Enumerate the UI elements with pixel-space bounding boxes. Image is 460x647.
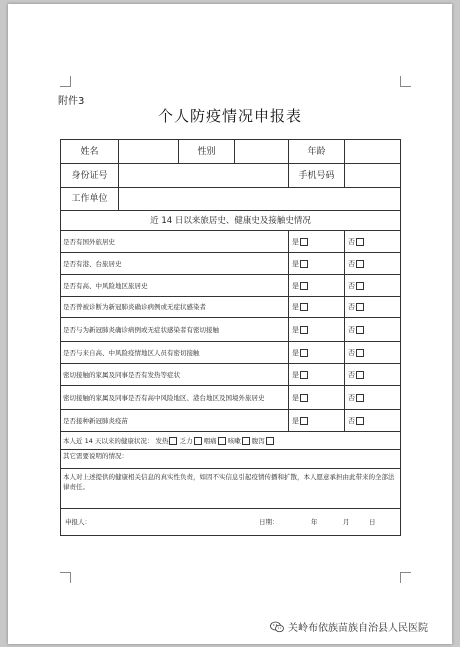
question-row — [61, 386, 401, 410]
yes-label: 是 — [292, 370, 299, 379]
question-row — [61, 410, 401, 432]
no-option[interactable] — [345, 275, 401, 297]
symptom-sore-throat: 咽痛 — [204, 437, 226, 445]
row-other — [61, 450, 401, 469]
health-status-label: 本人近 14 天以来的健康状况： — [63, 436, 154, 445]
yes-label: 是 — [292, 393, 299, 402]
no-checkbox[interactable] — [356, 371, 364, 379]
yes-option[interactable] — [289, 410, 345, 432]
question-text: 是否曾被诊断为新冠肺炎确诊病例或无症状感染者 — [61, 297, 289, 318]
no-checkbox[interactable] — [356, 417, 364, 425]
no-option[interactable] — [345, 253, 401, 275]
signature-cell — [61, 509, 401, 536]
phone-label: 手机号码 — [289, 164, 345, 188]
row-basic-info — [61, 140, 401, 164]
fatigue-checkbox[interactable] — [194, 437, 202, 445]
no-label: 否 — [348, 416, 355, 425]
declaration-form-table — [60, 139, 401, 536]
row-health-status — [61, 432, 401, 450]
no-label: 否 — [348, 303, 355, 311]
yes-checkbox[interactable] — [300, 326, 308, 334]
yes-option[interactable] — [289, 364, 345, 386]
crop-mark-bottom-right — [400, 572, 411, 583]
date-label: 日期： — [259, 518, 279, 526]
watermark-text: 关岭布依族苗族自治县人民医院 — [288, 623, 428, 634]
no-checkbox[interactable] — [356, 394, 364, 402]
sore-throat-checkbox[interactable] — [218, 437, 226, 445]
yes-checkbox[interactable] — [300, 260, 308, 268]
year-label: 年 — [311, 518, 318, 526]
yes-label: 是 — [292, 259, 299, 268]
question-text: 是否有高、中风险地区旅居史 — [61, 275, 289, 297]
declarant-label: 申报人： — [65, 518, 91, 526]
month-label: 月 — [343, 518, 350, 526]
yes-option[interactable] — [289, 297, 345, 318]
phone-field[interactable] — [345, 164, 401, 188]
no-label: 否 — [348, 325, 355, 334]
fever-checkbox[interactable] — [169, 437, 177, 445]
age-label: 年龄 — [289, 140, 345, 164]
question-row — [61, 318, 401, 342]
work-field[interactable] — [119, 188, 401, 211]
question-text: 是否有国外旅居史 — [61, 231, 289, 253]
yes-option[interactable] — [289, 231, 345, 253]
row-declaration — [61, 469, 401, 509]
attachment-label: 附件3 — [58, 96, 85, 107]
no-label: 否 — [348, 348, 355, 357]
yes-option[interactable] — [289, 275, 345, 297]
crop-mark-top-right — [400, 76, 411, 87]
yes-checkbox[interactable] — [300, 282, 308, 290]
yes-option[interactable] — [289, 253, 345, 275]
id-label: 身份证号 — [61, 164, 119, 188]
name-field[interactable] — [119, 140, 179, 164]
question-row — [61, 364, 401, 386]
question-text: 是否接种新冠肺炎疫苗 — [61, 410, 289, 432]
question-text: 是否与为新冠肺炎确诊病例或无症状感染者有密切接触 — [61, 318, 289, 342]
no-option[interactable] — [345, 386, 401, 410]
other-info-label: 其它需要说明的情况： — [63, 452, 128, 460]
crop-mark-bottom-left — [60, 572, 71, 583]
no-option[interactable] — [345, 297, 401, 318]
yes-checkbox[interactable] — [300, 417, 308, 425]
no-checkbox[interactable] — [356, 303, 364, 311]
symptom-fatigue: 乏力 — [180, 437, 202, 445]
yes-label: 是 — [292, 416, 299, 425]
no-option[interactable] — [345, 342, 401, 364]
gender-label: 性别 — [179, 140, 235, 164]
no-label: 否 — [348, 237, 355, 246]
id-field[interactable] — [119, 164, 289, 188]
no-option[interactable] — [345, 318, 401, 342]
question-row — [61, 342, 401, 364]
question-row — [61, 253, 401, 275]
question-row — [61, 297, 401, 318]
yes-checkbox[interactable] — [300, 349, 308, 357]
no-checkbox[interactable] — [356, 326, 364, 334]
no-label: 否 — [348, 370, 355, 379]
symptom-fever: 发热 — [155, 437, 177, 445]
diarrhea-checkbox[interactable] — [266, 437, 274, 445]
symptom-diarrhea: 腹泻 — [252, 437, 274, 445]
no-label: 否 — [348, 393, 355, 402]
no-option[interactable] — [345, 231, 401, 253]
symptom-cough: 咳嗽 — [228, 437, 250, 445]
yes-label: 是 — [292, 237, 299, 246]
no-checkbox[interactable] — [356, 238, 364, 246]
form-title: 个人防疫情况申报表 — [157, 107, 302, 125]
question-text: 是否与来自高、中风险疫情地区人员有密切接触 — [61, 342, 289, 364]
no-option[interactable] — [345, 410, 401, 432]
declaration-text: 本人对上述提供的健康相关信息的真实性负责，如因不实信息引起疫情传播和扩散，本人愿意承担由此带来的全部法律责任。 — [61, 469, 401, 509]
question-row — [61, 231, 401, 253]
cough-checkbox[interactable] — [242, 437, 250, 445]
crop-mark-top-left — [60, 76, 71, 87]
section-title: 近 14 日以来旅居史、健康史及接触史情况 — [61, 211, 401, 231]
gender-field[interactable] — [235, 140, 289, 164]
no-label: 否 — [348, 281, 355, 290]
no-label: 否 — [348, 259, 355, 268]
question-row — [61, 275, 401, 297]
row-id-phone — [61, 164, 401, 188]
question-text: 密切接触的家属及同事是否有高中风险地区、港台地区及国境外旅居史 — [61, 386, 289, 410]
question-text: 是否有港、台旅居史 — [61, 253, 289, 275]
row-work — [61, 188, 401, 211]
wechat-watermark — [270, 619, 428, 634]
no-checkbox[interactable] — [356, 282, 364, 290]
yes-option[interactable] — [289, 342, 345, 364]
wechat-icon — [270, 621, 284, 633]
yes-label: 是 — [292, 303, 299, 311]
age-field[interactable] — [345, 140, 401, 164]
yes-option[interactable] — [289, 386, 345, 410]
name-label: 姓名 — [61, 140, 119, 164]
no-checkbox[interactable] — [356, 349, 364, 357]
yes-label: 是 — [292, 325, 299, 334]
question-text: 密切接触的家属及同事是否有发热等症状 — [61, 364, 289, 386]
yes-checkbox[interactable] — [300, 303, 308, 311]
row-signature — [61, 509, 401, 536]
other-info-cell[interactable] — [61, 450, 401, 469]
no-option[interactable] — [345, 364, 401, 386]
day-label: 日 — [369, 518, 376, 526]
yes-option[interactable] — [289, 318, 345, 342]
yes-label: 是 — [292, 348, 299, 357]
yes-checkbox[interactable] — [300, 394, 308, 402]
yes-checkbox[interactable] — [300, 238, 308, 246]
yes-label: 是 — [292, 281, 299, 290]
health-status-cell — [61, 432, 401, 450]
row-section-title — [61, 211, 401, 231]
no-checkbox[interactable] — [356, 260, 364, 268]
work-label: 工作单位 — [61, 188, 119, 211]
yes-checkbox[interactable] — [300, 371, 308, 379]
